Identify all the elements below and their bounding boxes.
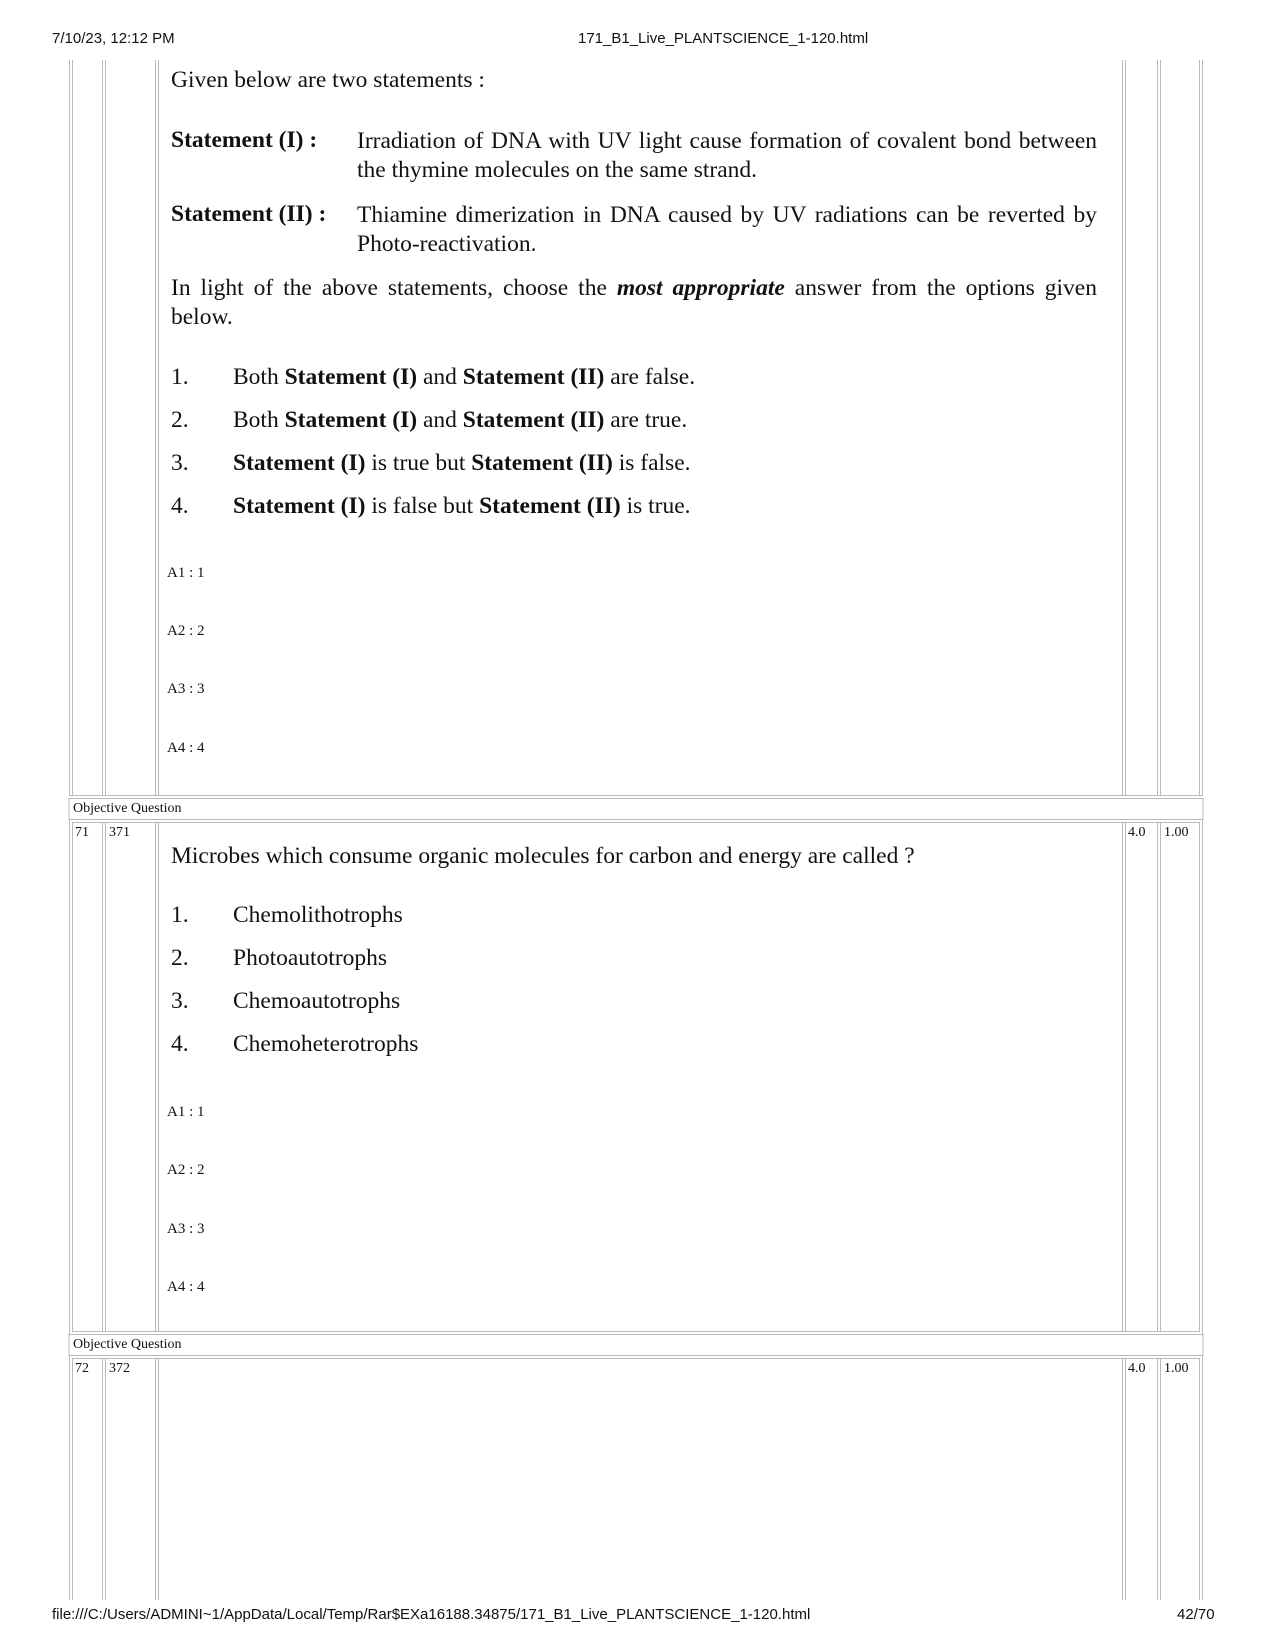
option-text: Photoautotrophs — [233, 945, 388, 971]
answer-key: A4 : 4 — [167, 1279, 205, 1295]
serial-number: 71 — [75, 825, 89, 840]
prompt-text-a: In light of the above statements, choose the — [171, 275, 617, 301]
print-doc-title: 171_B1_Live_PLANTSCIENCE_1-120.html — [578, 30, 869, 47]
answer-key: A3 : 3 — [167, 1221, 205, 1237]
option-number: 1. — [171, 902, 189, 928]
option-text: Chemoautotrophs — [233, 988, 401, 1014]
marks: 4.0 — [1128, 1361, 1146, 1376]
answer-key: A4 : 4 — [167, 740, 205, 756]
option-text: Both Statement (I) and Statement (II) are false. — [233, 364, 696, 390]
prompt-text-b: answer from the options given below. — [171, 275, 1097, 330]
answer-key: A3 : 3 — [167, 681, 205, 697]
marks: 4.0 — [1128, 825, 1146, 840]
negative-marks: 1.00 — [1164, 825, 1189, 840]
option-text: Chemolithotrophs — [233, 902, 403, 928]
print-datetime: 7/10/23, 12:12 PM — [52, 30, 175, 47]
option-text: Statement (I) is false but Statement (II) is true. — [233, 493, 691, 519]
question-intro: Given below are two statements : — [171, 67, 485, 93]
question-id: 372 — [109, 1361, 130, 1376]
question-id: 371 — [109, 825, 130, 840]
option-number: 4. — [171, 493, 189, 519]
serial-number: 72 — [75, 1361, 89, 1376]
answer-key: A1 : 1 — [167, 565, 205, 581]
statement-2-text: Thiamine dimerization in DNA caused by UV radiations can be reverted by Photo-reactivation. — [357, 202, 1097, 257]
option-number: 3. — [171, 450, 189, 476]
negative-marks: 1.00 — [1164, 1361, 1189, 1376]
statement-1-text: Irradiation of DNA with UV light cause formation of covalent bond between the thymine molecules on the same strand. — [357, 128, 1097, 183]
option-text: Statement (I) is true but Statement (II) is false. — [233, 450, 691, 476]
option-text: Chemoheterotrophs — [233, 1031, 419, 1057]
option-number: 4. — [171, 1031, 189, 1057]
prompt-emphasis: most appropriate — [616, 275, 785, 301]
question-stem: Microbes which consume organic molecules for carbon and energy are called ? — [171, 843, 915, 869]
section-label: Objective Question — [73, 1337, 182, 1352]
option-number: 2. — [171, 407, 189, 433]
print-file-path: file:///C:/Users/ADMINI~1/AppData/Local/Temp/Rar$EXa16188.34875/171_B1_Live_PLANTSCIENCE_1-120.html — [52, 1606, 811, 1623]
option-text: Both Statement (I) and Statement (II) are true. — [233, 407, 688, 433]
option-number: 3. — [171, 988, 189, 1014]
question-prompt — [171, 274, 1097, 332]
section-label: Objective Question — [73, 801, 182, 816]
answer-key: A2 : 2 — [167, 1162, 205, 1178]
option-number: 1. — [171, 364, 189, 390]
option-number: 2. — [171, 945, 189, 971]
statement-1-label: Statement (I) : — [171, 127, 318, 153]
answer-key: A2 : 2 — [167, 623, 205, 639]
statement-2-label: Statement (II) : — [171, 201, 327, 227]
answer-key: A1 : 1 — [167, 1104, 205, 1120]
print-page-number: 42/70 — [1177, 1606, 1215, 1623]
